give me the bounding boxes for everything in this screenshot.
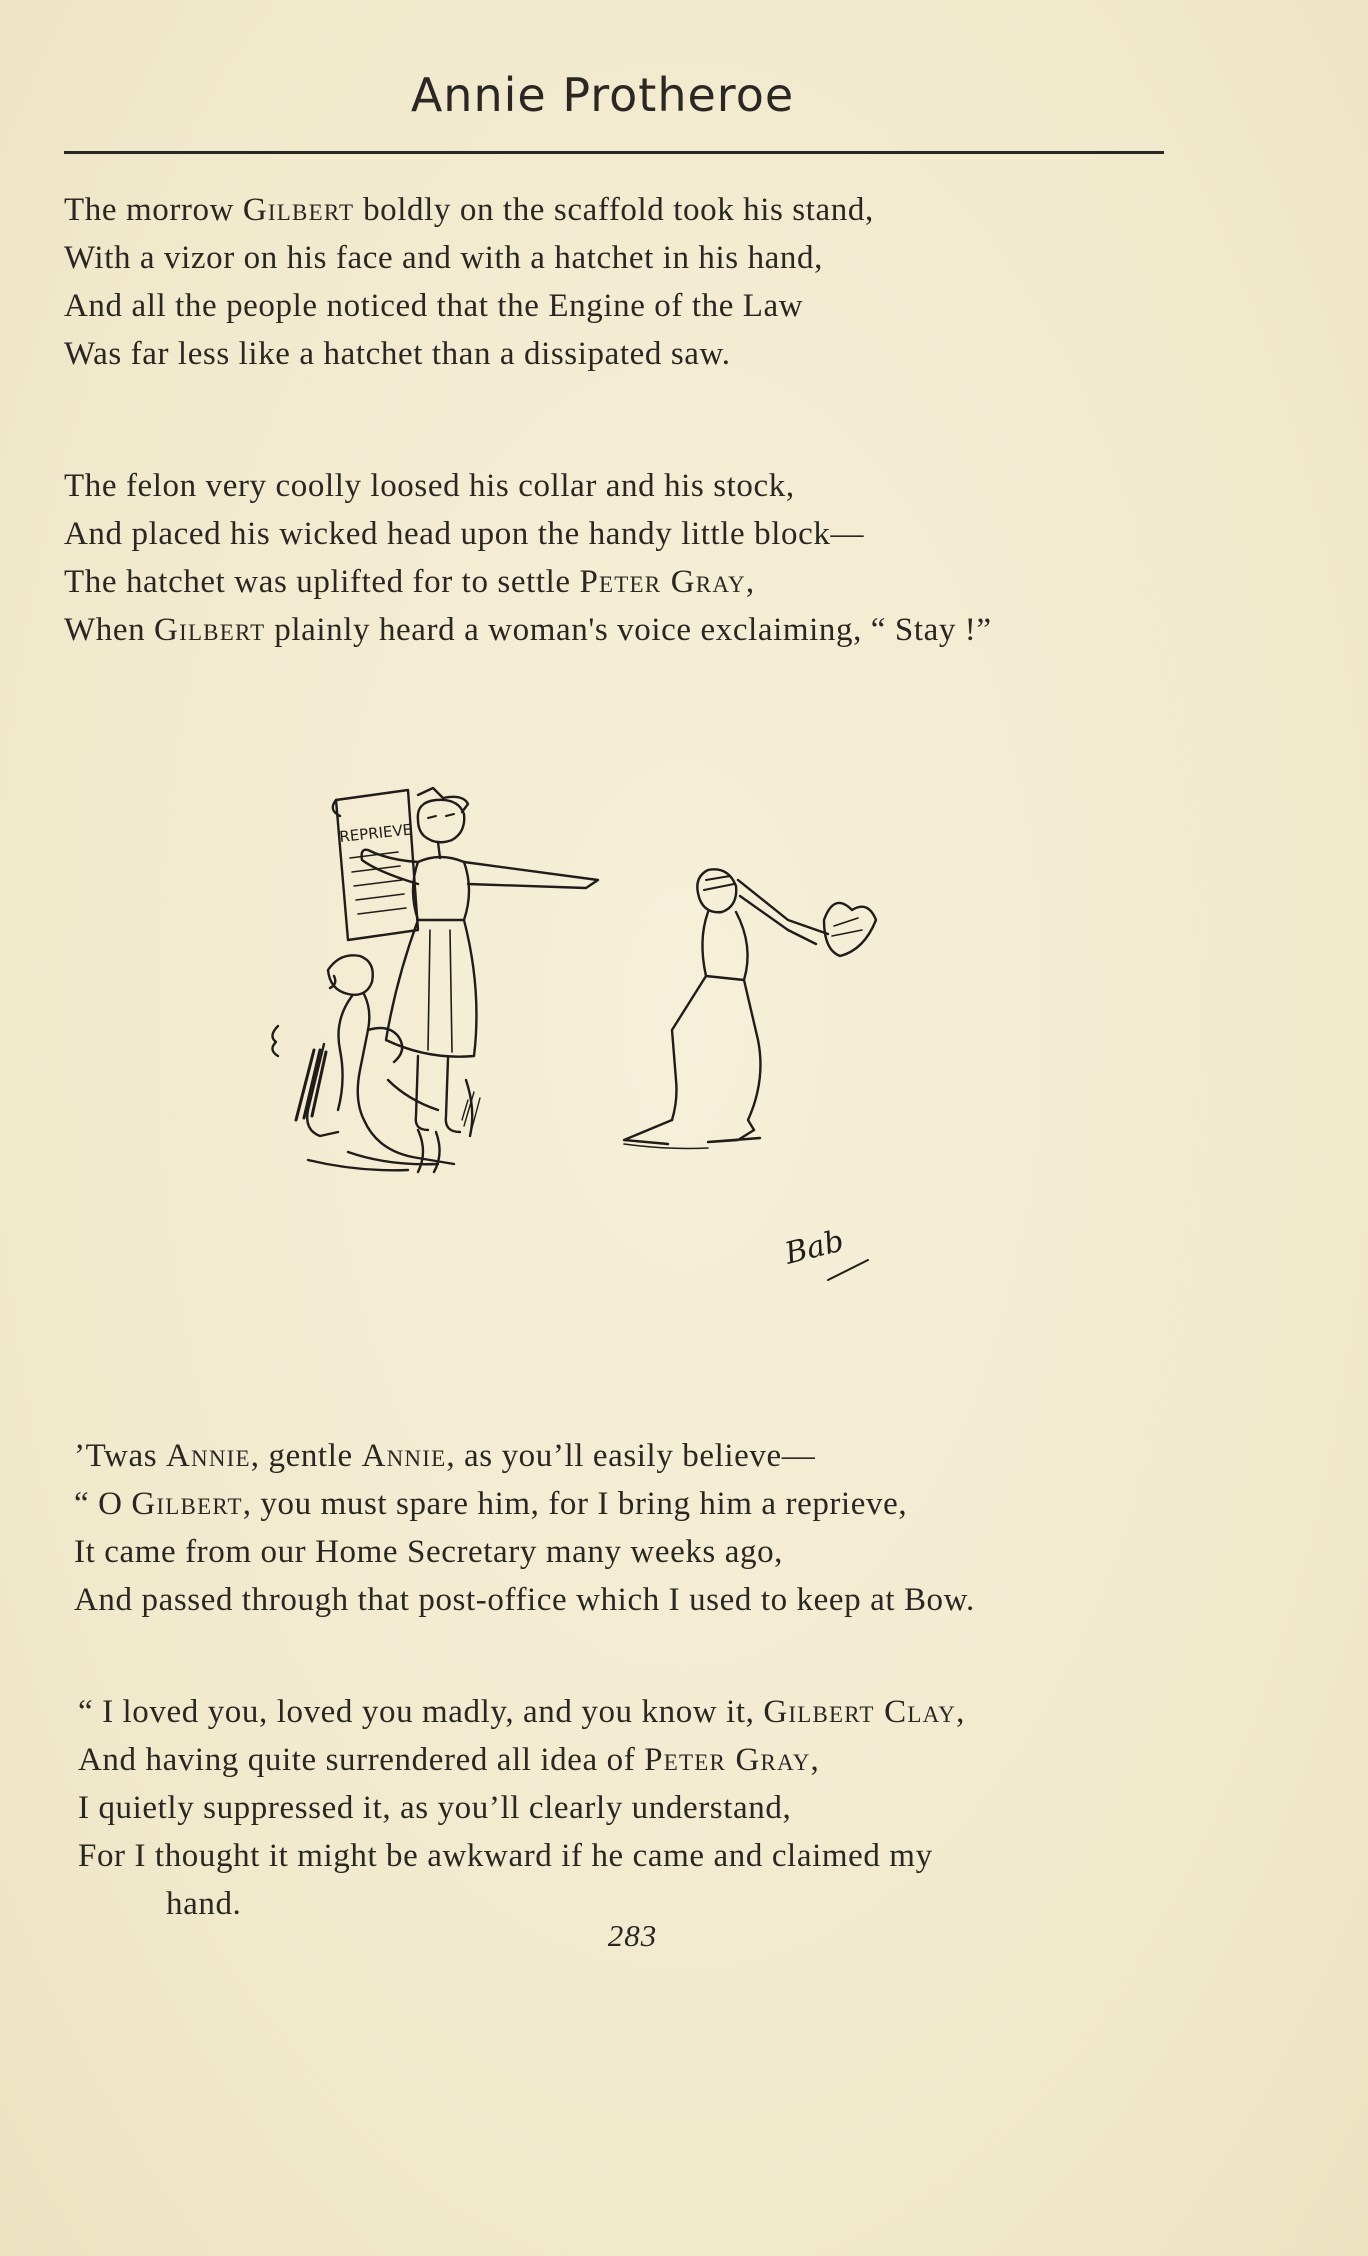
verse-text: Was far less like a hatchet than a dissipated saw.	[64, 336, 731, 372]
verse-text: boldly on the scaffold took his stand,	[354, 192, 874, 228]
verse-text: ,	[956, 1694, 965, 1730]
character-name: Peter Gray	[644, 1742, 811, 1778]
verse-line	[78, 1784, 1208, 1832]
verse-text: And passed through that post-office which I used to keep at Bow.	[74, 1582, 975, 1618]
stanza-2	[64, 462, 1194, 654]
verse-line	[78, 1688, 1208, 1736]
stanza-3	[74, 1432, 1204, 1624]
character-name: Peter Gray	[579, 564, 746, 600]
kneeling-figure	[272, 955, 454, 1172]
artist-signature	[780, 1223, 868, 1280]
verse-text: With a vizor on his face and with a hatchet in his hand,	[64, 240, 823, 276]
verse-text: , as you’ll easily believe—	[446, 1438, 816, 1474]
verse-line	[78, 1736, 1208, 1784]
verse-text: It came from our Home Secretary many weeks ago,	[74, 1534, 784, 1570]
verse-text: The hatchet was uplifted for to settle	[64, 564, 580, 600]
verse-text: ’Twas	[74, 1438, 167, 1474]
verse-line	[64, 558, 1194, 606]
page-title: Annie Protheroe	[410, 68, 795, 122]
annie-figure	[362, 788, 598, 1136]
verse-line	[78, 1832, 1208, 1880]
character-name: Gilbert	[154, 612, 266, 648]
verse-line	[64, 282, 1194, 330]
stanza-4	[78, 1688, 1208, 1928]
verse-text: ,	[745, 564, 755, 600]
verse-text: And having quite surrendered all idea of	[78, 1742, 645, 1778]
verse-text: “ O	[74, 1486, 132, 1522]
verse-text: , you must spare him, for I bring him a reprieve,	[242, 1486, 908, 1522]
reprieve-illustration	[268, 780, 948, 1320]
verse-text: ,	[810, 1742, 820, 1778]
verse-line	[74, 1480, 1204, 1528]
character-name: Gilbert Clay	[763, 1694, 957, 1730]
scroll-text: REPRIEVE	[338, 820, 414, 846]
verse-line	[74, 1432, 1204, 1480]
verse-text: The felon very coolly loosed his collar and his stock,	[64, 468, 795, 504]
verse-text: And placed his wicked head upon the handy little block—	[64, 516, 865, 552]
verse-text: I quietly suppressed it, as you’ll clearly understand,	[78, 1790, 792, 1826]
verse-line	[64, 462, 1194, 510]
character-name: Gilbert	[242, 192, 355, 228]
verse-line	[64, 186, 1194, 234]
character-name: Gilbert	[131, 1486, 243, 1522]
verse-text: hand.	[166, 1886, 242, 1922]
verse-line	[74, 1576, 1204, 1624]
stanza-1	[64, 186, 1194, 378]
headsman-figure	[624, 869, 876, 1148]
verse-line	[74, 1528, 1204, 1576]
verse-text: , gentle	[250, 1438, 362, 1474]
verse-text: The morrow	[64, 192, 243, 228]
verse-line	[64, 330, 1194, 378]
svg-text:Bab: Bab	[781, 1223, 848, 1272]
character-name: Annie	[361, 1438, 447, 1474]
verse-line	[64, 510, 1194, 558]
page-number: 283	[607, 1918, 658, 1953]
verse-text: For I thought it might be awkward if he came and claimed my	[78, 1838, 933, 1874]
verse-text: When	[64, 612, 155, 648]
reprieve-scroll	[333, 790, 418, 940]
title-rule	[64, 151, 1164, 154]
verse-text: plainly heard a woman's voice exclaiming, “ Stay !”	[265, 612, 992, 648]
verse-text: And all the people noticed that the Engine of the Law	[64, 288, 804, 324]
verse-text: “ I loved you, loved you madly, and you know it,	[78, 1694, 764, 1730]
character-name: Annie	[166, 1438, 251, 1474]
verse-line	[64, 606, 1194, 654]
verse-line	[64, 234, 1194, 282]
